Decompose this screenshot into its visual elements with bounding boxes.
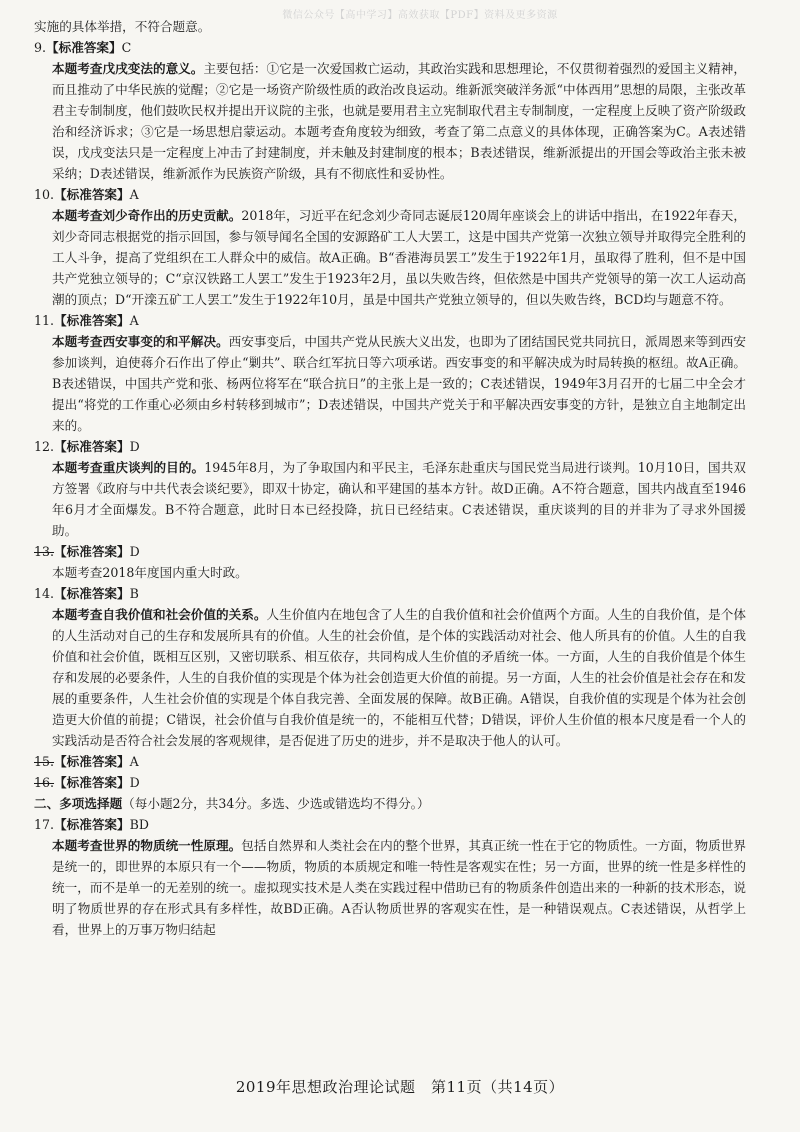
answer-heading-12: 12.【标准答案】D xyxy=(34,439,140,454)
explanation-14: 本题考查自我价值和社会价值的关系。人生价值内在地包含了人生的自我价值和社会价值两个方面。人生的自我价值，是个体的人生活动对自己的生存和发展所具有的价值。人生的社会价值，是个体的实践活动对社会、他人所具有的价值。人生的自我价值和社会价值，既相互区别，又密切联系、相互依存，共同构成人生价值的矛盾统一体。一方面，人生的自我价值是个体生存和发展的必要条件，人生的自我价值的实现是个体为社会创造更大价值的前提。另一方面，人生的社会价值是社会存在和发展的重要条件，人生社会价值的实现是个体自我完善、全面发展的保障。故B正确。A错误，自我价值的实现是个体为社会创造更大价值的前提；C错误，社会价值与自我价值是统一的，不能相互代替；D错误，评价人生价值的根本尺度是看一个人的实践活动是否符合社会发展的客观规律，是否促进了历史的进步，并不是取决于他人的认可。 xyxy=(52,607,747,748)
page-footer: 2019年思想政治理论试题 第11页（共14页） xyxy=(235,1078,565,1096)
answer-content xyxy=(34,16,746,940)
answer-heading-14: 14.【标准答案】B xyxy=(34,586,139,601)
explanation-10: 本题考查刘少奇作出的历史贡献。2018年，习近平在纪念刘少奇同志诞辰120周年座谈会上的讲话中指出，在1922年春天，刘少奇同志根据党的指示回国，参与领导闻名全国的安源路矿工人大罢工，这是中国共产党第一次独立领导并取得完全胜利的工人斗争，提高了党组织在工人群众中的威信。故A正确。B“香港海员罢工”发生于1922年1月，虽取得了胜利，但不是中国共产党独立领导的；C“京汉铁路工人罢工”发生于1923年2月，虽以失败告终，但依然是中国共产党领导的第一次工人运动高潮的顶点；D“开滦五矿工人罢工”发生于1922年10月，虽是中国共产党独立领导的，但以失败告终，BCD均与题意不符。 xyxy=(52,208,747,307)
answer-heading-11: 11.【标准答案】A xyxy=(34,313,139,328)
answer-heading-16: 16.【标准答案】D xyxy=(34,775,140,790)
explanation-13: 本题考查2018年度国内重大时政。 xyxy=(52,565,248,580)
answer-heading-9: 9.【标准答案】C xyxy=(34,40,132,55)
watermark: 微信公众号【高中学习】高效获取【PDF】资料及更多资源 xyxy=(282,10,558,21)
answer-heading-15: 15.【标准答案】A xyxy=(34,754,139,769)
explanation-12: 本题考查重庆谈判的目的。1945年8月，为了争取国内和平民主，毛泽东赴重庆与国民党当局进行谈判。10月10日，国共双方签署《政府与中共代表会谈纪要》，即双十协定，确认和平建国的基本方针。故D正确。A不符合题意，国共内战直至1946年6月才全面爆发。B不符合题意，此时日本已经投降，抗日已经结束。C表述错误，重庆谈判的目的并非为了寻求外国援助。 xyxy=(52,460,746,538)
explanation-9: 本题考查戊戌变法的意义。主要包括：①它是一次爱国救亡运动，其政治实践和思想理论，不仅贯彻着强烈的爱国主义精神，而且推动了中华民族的觉醒；②它是一场资产阶级性质的政治改良运动。维新派突破洋务派“中体西用”思想的局限，主张改革君主专制制度，他们鼓吹民权并提出开议院的主张，也就是要用君主立宪制取代君主专制制度，一定程度上反映了资产阶级政治和经济诉求；③它是一场思想启蒙运动。本题考查角度较为细致，考查了第二点意义的具体体现，正确答案为C。A表述错误，戊戌变法只是一定程度上冲击了封建制度，并未触及封建制度的根本；B表述错误，维新派提出的开国会等政治主张未被采纳；D表述错误，维新派作为民族资产阶级，具有不彻底性和妥协性。 xyxy=(52,61,747,181)
explanation-17: 本题考查世界的物质统一性原理。包括自然界和人类社会在内的整个世界，其真正统一性在于它的物质性。一方面，物质世界是统一的，即世界的本原只有一个——物质，物质的本质规定和唯一特性是客观实在性；另一方面，世界的统一性是多样性的统一，而不是单一的无差别的统一。虚拟现实技术是人类在实践过程中借助已有的物质条件创造出来的一种新的技术形态，说明了物质世界的存在形式具有多样性，故BD正确。A否认物质世界的客观实在性，是一种错误观点。C表述错误，从哲学上看，世界上的万事万物归结起 xyxy=(52,838,747,937)
intro-line: 实施的具体举措，不符合题意。 xyxy=(34,19,211,34)
answer-heading-17: 17.【标准答案】BD xyxy=(34,817,149,832)
explanation-11: 本题考查西安事变的和平解决。西安事变后，中国共产党从民族大义出发，也即为了团结国民党共同抗日，派周恩来等到西安参加谈判，迫使蒋介石作出了停止“剿共”、联合红军抗日等六项承诺。西安事变的和平解决成为时局转换的枢纽。故A正确。B表述错误，中国共产党和张、杨两位将军在“联合抗日”的主张上是一致的；C表述错误，1949年3月召开的七届二中全会才提出“将党的工作重心必须由乡村转移到城市”；D表述错误，中国共产党关于和平解决西安事变的方针，是独立自主地制定出来的。 xyxy=(52,334,747,433)
section-heading-multiple-choice: 二、多项选择题（每小题2分，共34分。多选、少选或错选均不得分。） xyxy=(34,796,430,811)
answer-heading-13: 13.【标准答案】D xyxy=(34,544,140,559)
answer-heading-10: 10.【标准答案】A xyxy=(34,187,139,202)
